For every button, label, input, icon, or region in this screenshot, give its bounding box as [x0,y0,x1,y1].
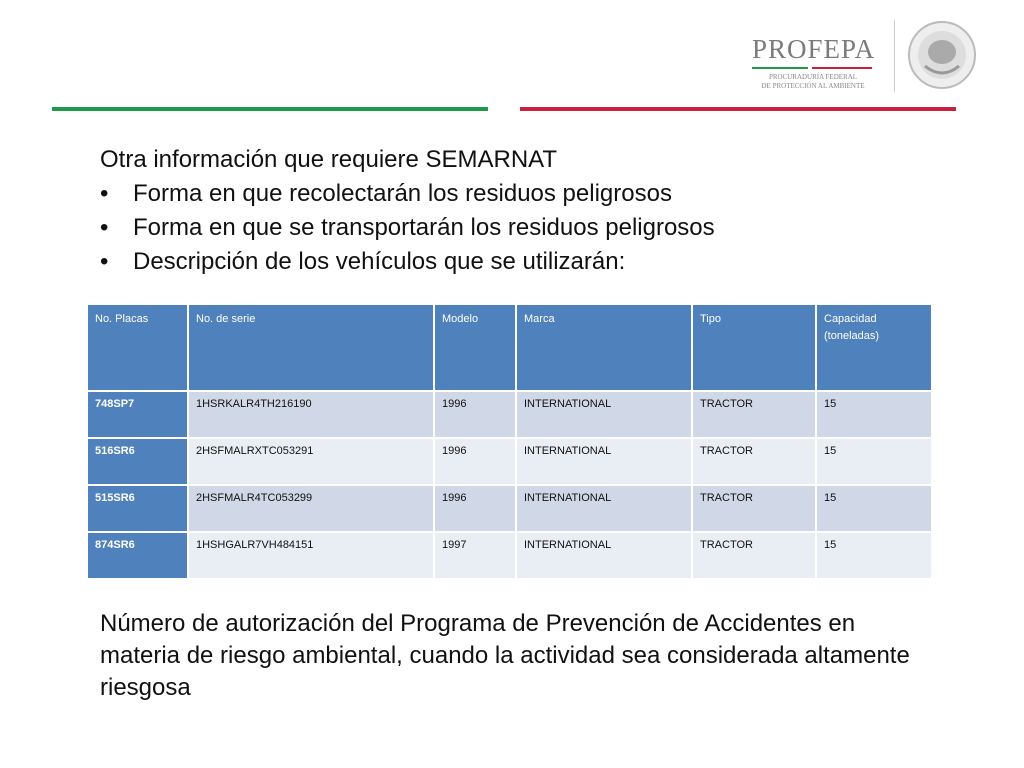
cell: 1HSRKALR4TH216190 [188,391,434,438]
intro-heading: Otra información que requiere SEMARNAT [100,146,558,173]
bullet-mark: • [100,214,109,241]
table-row [87,485,932,532]
cell: INTERNATIONAL [516,438,692,485]
cell: 1997 [434,532,516,579]
cell: TRACTOR [692,532,816,579]
cell: 15 [816,485,932,532]
logo-green-bar [752,67,808,69]
bullet-text: Forma en que recolectarán los residuos peligrosos [133,180,672,207]
green-divider [52,107,488,111]
intro-list [100,143,715,279]
header-serie: No. de serie [188,304,434,391]
bullet-text: Descripción de los vehículos que se utilizarán: [133,248,626,275]
bullet-mark: • [100,248,109,275]
bullet-item [100,245,715,279]
cell: INTERNATIONAL [516,485,692,532]
cell: INTERNATIONAL [516,391,692,438]
header-modelo: Modelo [434,304,516,391]
bullet-text: Forma en que se transportarán los residuos peligrosos [133,214,715,241]
cell: TRACTOR [692,485,816,532]
bullet-item [100,177,715,211]
cell: 515SR6 [87,485,188,532]
table-row [87,532,932,579]
cell: 1HSHGALR7VH484151 [188,532,434,579]
table-row [87,438,932,485]
cell: TRACTOR [692,391,816,438]
cell: 15 [816,391,932,438]
red-divider [520,107,956,111]
header-tipo: Tipo [692,304,816,391]
mexico-seal-icon [907,20,977,90]
header-marca: Marca [516,304,692,391]
authorization-paragraph: Número de autorización del Programa de Prevención de Accidentes en materia de riesgo ambiental, cuando la actividad sea considerada altamente riesgosa [100,610,910,701]
table-header-row [87,304,932,391]
cell: 15 [816,532,932,579]
cell: 2HSFMALRXTC053291 [188,438,434,485]
cell: 2HSFMALR4TC053299 [188,485,434,532]
cell: INTERNATIONAL [516,532,692,579]
cell: 15 [816,438,932,485]
vehicles-table [86,303,933,580]
cell: TRACTOR [692,438,816,485]
cell: 874SR6 [87,532,188,579]
bullet-item [100,211,715,245]
logo-subtitle-2: DE PROTECCIÓN AL AMBIENTE [761,82,865,90]
logo-subtitle-1: PROCURADURÍA FEDERAL [768,73,858,81]
logo-red-bar [812,67,872,69]
cell: 1996 [434,438,516,485]
cell: 1996 [434,391,516,438]
profepa-logo: PROFEPA [752,34,876,64]
header-placas: No. Placas [87,304,188,391]
bullet-mark: • [100,180,109,207]
logo-subtitle [752,73,874,91]
table-row [87,391,932,438]
cell: 1996 [434,485,516,532]
header-capacidad: Capacidad (toneladas) [816,304,932,391]
logo-separator [894,20,895,92]
cell: 516SR6 [87,438,188,485]
cell: 748SP7 [87,391,188,438]
